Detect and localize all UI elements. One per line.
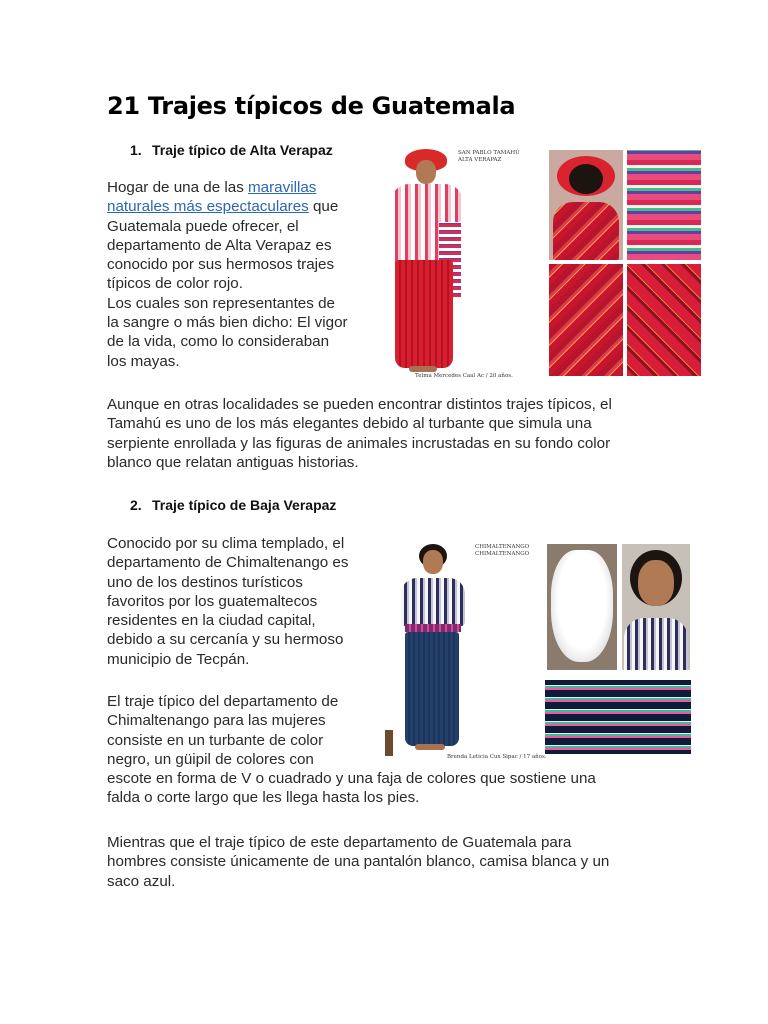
intro-line: departamento de Alta Verapaz es bbox=[107, 236, 332, 254]
body-line: negro, un güipil de colores con bbox=[107, 750, 314, 768]
section-2-body bbox=[107, 692, 667, 808]
huipil-pattern-detail bbox=[549, 264, 623, 376]
intro-line: Conocido por su clima templado, el bbox=[107, 535, 345, 552]
body-line: Tamahú es uno de los más elegantes debido al turbante que simula una bbox=[107, 415, 592, 433]
section-1-body bbox=[107, 395, 667, 472]
intro-line: uno de los destinos turísticos bbox=[107, 573, 303, 591]
intro-line: de la vida, como lo consideraban bbox=[107, 333, 330, 351]
intro-line: los mayas. bbox=[107, 352, 180, 370]
woven-textile-detail bbox=[627, 150, 701, 260]
section-number: 2. bbox=[130, 497, 142, 513]
white-headcloth-photo bbox=[547, 544, 617, 670]
skirt-pattern-detail bbox=[627, 264, 701, 376]
body-line: Chimaltenango para las mujeres bbox=[107, 712, 326, 730]
feet bbox=[409, 366, 437, 372]
section-heading-text: Traje típico de Alta Verapaz bbox=[152, 142, 333, 158]
intro-line: debido a su cercanía y su hermoso bbox=[107, 631, 344, 649]
photo-caption-top: CHIMALTENANGO CHIMALTENANGO bbox=[475, 544, 530, 557]
photo-caption-top: SAN PABLO TAMAHÚ ALTA VERAPAZ bbox=[458, 150, 520, 163]
portrait-photo bbox=[622, 544, 690, 670]
section-2-intro bbox=[107, 534, 377, 669]
body-line: falda o corte largo que les llega hasta los pies. bbox=[107, 789, 420, 807]
intro-line: conocido por sus hermosos trajes bbox=[107, 256, 335, 274]
turban-back-photo bbox=[549, 150, 623, 260]
intro-line: Guatemala puede ofrecer, el bbox=[107, 217, 299, 235]
closing-line: Mientras que el traje típico de este departamento de Guatemala para bbox=[107, 834, 572, 851]
red-skirt bbox=[395, 260, 453, 368]
body-line: Aunque en otras localidades se pueden encontrar distintos trajes típicos, el bbox=[107, 396, 612, 413]
intro-line: la sangre o más bien dicho: El vigor bbox=[107, 314, 348, 332]
intro-text: Hogar de una de las bbox=[107, 179, 249, 196]
alta-verapaz-photo-collage bbox=[385, 146, 703, 382]
body-line: consiste en un turbante de color bbox=[107, 731, 324, 749]
document-title: 21 Trajes típicos de Guatemala bbox=[107, 92, 516, 120]
section-2-closing bbox=[107, 833, 667, 891]
blue-huipil bbox=[401, 578, 465, 626]
photo-caption-bottom: Telma Mercedes Caal Ac / 20 años. bbox=[415, 373, 513, 379]
body-line: escote en forma de V o cuadrado y una faja de colores que sostiene una bbox=[107, 770, 596, 788]
body-line: serpiente enrollada y las figuras de animales incrustadas en su fondo color bbox=[107, 434, 611, 452]
wonders-link[interactable]: maravillas naturales más espectaculares bbox=[107, 179, 317, 216]
body-line: El traje típico del departamento de bbox=[107, 693, 339, 710]
intro-text: que bbox=[308, 198, 339, 216]
face bbox=[416, 160, 436, 184]
intro-line: Los cuales son representantes de bbox=[107, 294, 335, 312]
body-line: blanco que relatan antiguas historias. bbox=[107, 453, 359, 471]
intro-line: residentes en la ciudad capital, bbox=[107, 612, 316, 630]
face bbox=[423, 550, 443, 574]
section-heading-alta-verapaz bbox=[130, 142, 333, 158]
photo-caption-bottom: Brenda Leticia Cux Sipac / 17 años. bbox=[447, 754, 547, 760]
closing-line: saco azul. bbox=[107, 872, 176, 890]
section-heading-baja-verapaz bbox=[130, 497, 336, 513]
intro-line: municipio de Tecpán. bbox=[107, 650, 250, 668]
closing-line: hombres consiste únicamente de una pantalón blanco, camisa blanca y un bbox=[107, 853, 610, 871]
intro-line: típicos de color rojo. bbox=[107, 275, 243, 293]
section-1-intro bbox=[107, 178, 377, 371]
section-heading-text: Traje típico de Baja Verapaz bbox=[152, 497, 337, 513]
section-number: 1. bbox=[130, 142, 142, 158]
intro-line: favoritos por los guatemaltecos bbox=[107, 592, 318, 610]
intro-line: departamento de Chimaltenango es bbox=[107, 554, 349, 572]
colored-sash bbox=[405, 624, 461, 632]
